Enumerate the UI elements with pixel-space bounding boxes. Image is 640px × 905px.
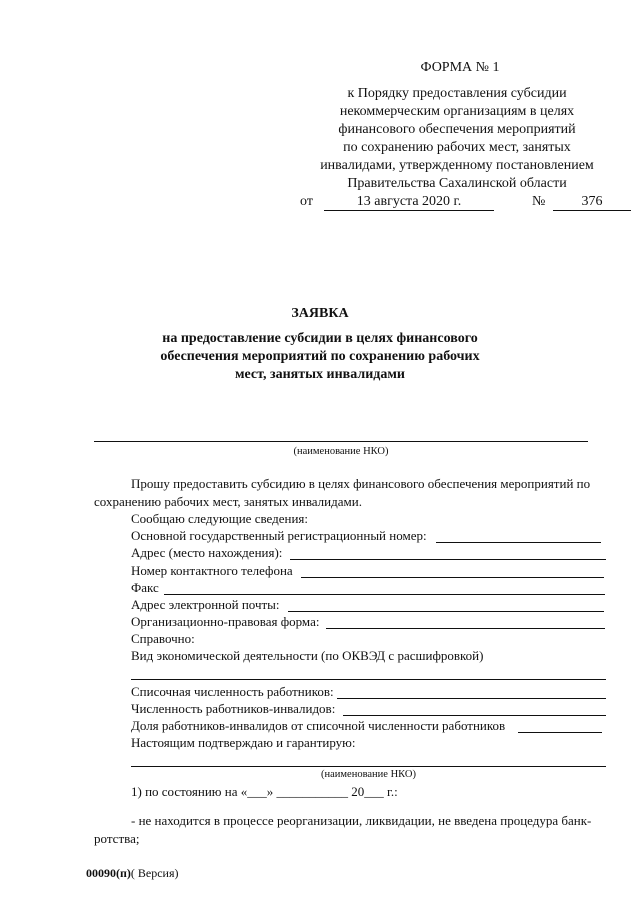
disabled-share-label: Доля работников-инвалидов от списочной численности работников bbox=[131, 718, 506, 733]
bullet-text: - не находится в процессе реорганизации, ликвидации, не введена процедура банк- bbox=[131, 813, 592, 828]
ogrn-label: Основной государственный регистрационный номер: bbox=[131, 528, 427, 543]
resolution-number: 376 bbox=[553, 194, 631, 211]
ogrn-field[interactable] bbox=[436, 542, 601, 543]
email-field[interactable] bbox=[288, 611, 604, 612]
form-number: ФОРМА № 1 bbox=[420, 60, 500, 75]
preamble-line: Правительства Сахалинской области bbox=[347, 176, 567, 191]
confirm-text: Настоящим подтверждаю и гарантирую: bbox=[131, 735, 356, 750]
disabled-count-label: Численность работников-инвалидов: bbox=[131, 701, 336, 716]
legal-form-field[interactable] bbox=[326, 628, 605, 629]
headcount-field[interactable] bbox=[337, 698, 606, 699]
address-field[interactable] bbox=[290, 559, 606, 560]
preamble-line: некоммерческим организациям в целях bbox=[339, 104, 575, 119]
reference-label: Справочно: bbox=[131, 631, 195, 646]
subtitle-line: обеспечения мероприятий по сохранению рабочих bbox=[160, 349, 480, 364]
org-name-caption-2: (наименование НКО) bbox=[321, 769, 416, 780]
legal-form-label: Организационно-правовая форма: bbox=[131, 614, 320, 629]
disabled-count-field[interactable] bbox=[343, 715, 606, 716]
preamble-line: инвалидами, утвержденному постановлением bbox=[320, 158, 594, 173]
address-label: Адрес (место нахождения): bbox=[131, 545, 283, 560]
number-prefix: № bbox=[532, 194, 546, 209]
as-of-date: 1) по состоянию на «___» ___________ 20___ г.: bbox=[131, 784, 398, 799]
org-name-line[interactable] bbox=[94, 441, 588, 442]
preamble-line: финансового обеспечения мероприятий bbox=[338, 122, 576, 137]
version-label: ( Версия) bbox=[130, 866, 179, 880]
document-title: ЗАЯВКА bbox=[291, 306, 349, 321]
request-text: Прошу предоставить субсидию в целях финансового обеспечения мероприятий по bbox=[131, 476, 591, 491]
preamble-line: к Порядку предоставления субсидии bbox=[347, 86, 567, 101]
fax-label: Факс bbox=[131, 580, 159, 595]
resolution-date: 13 августа 2020 г. bbox=[324, 194, 494, 211]
info-intro: Сообщаю следующие сведения: bbox=[131, 511, 309, 526]
okved-label: Вид экономической деятельности (по ОКВЭД с расшифровкой) bbox=[131, 648, 484, 663]
org-name-caption: (наименование НКО) bbox=[293, 446, 389, 457]
footer-code bbox=[86, 866, 179, 881]
subtitle-line: на предоставление субсидии в целях финансового bbox=[162, 331, 478, 346]
headcount-label: Списочная численность работников: bbox=[131, 684, 334, 699]
subtitle-line: мест, занятых инвалидами bbox=[235, 367, 405, 382]
disabled-share-field[interactable] bbox=[518, 732, 602, 733]
document-code: 00090(п) bbox=[86, 866, 131, 880]
preamble-line: по сохранению рабочих мест, занятых bbox=[343, 140, 571, 155]
org-name-line-2[interactable] bbox=[131, 766, 606, 767]
phone-field[interactable] bbox=[301, 577, 604, 578]
date-prefix: от bbox=[300, 194, 313, 209]
okved-field[interactable] bbox=[131, 679, 606, 680]
fax-field[interactable] bbox=[164, 594, 605, 595]
bullet-text: ротства; bbox=[94, 831, 140, 846]
phone-label: Номер контактного телефона bbox=[131, 563, 293, 578]
request-text: сохранению рабочих мест, занятых инвалидами. bbox=[94, 494, 362, 509]
email-label: Адрес электронной почты: bbox=[131, 597, 280, 612]
